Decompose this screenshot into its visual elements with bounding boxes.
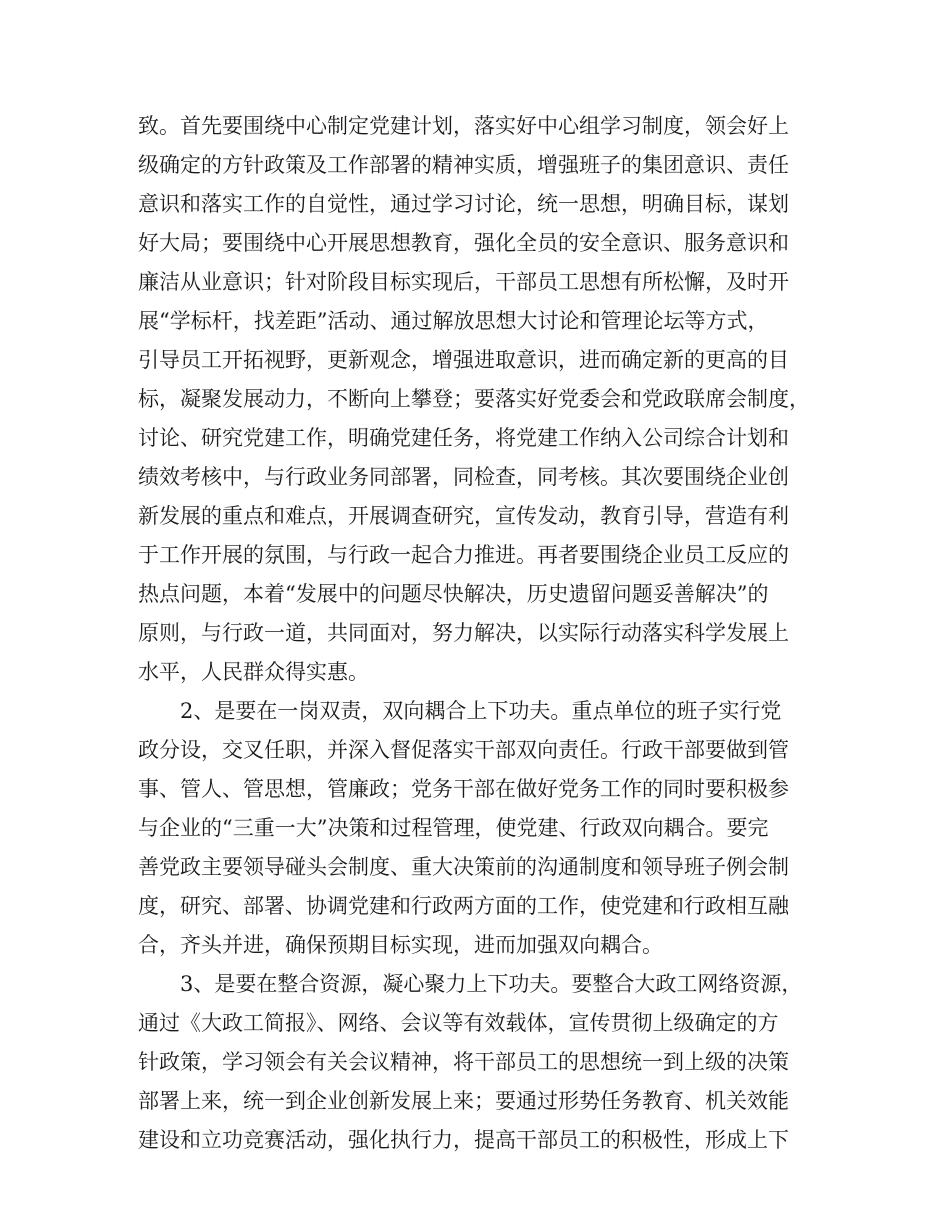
text-line: 3、是要在整合资源，凝心聚力上下功夫。要整合大政工网络资源， — [180, 972, 803, 996]
text-line: 于工作开展的氛围，与行政一起合力推进。再者要围绕企业员工反应的 — [138, 543, 789, 567]
text-line: 热点问题，本着“发展中的问题尽快解决，历史遗留问题妥善解决”的 — [138, 582, 769, 606]
text-line: 新发展的重点和难点，开展调查研究，宣传发动，教育引导，营造有利 — [138, 504, 789, 528]
text-line: 2、是要在一岗双责，双向耦合上下功夫。重点单位的班子实行党 — [180, 699, 782, 723]
text-line: 善党政主要领导碰头会制度、重大决策前的沟通制度和领导班子例会制 — [138, 855, 789, 879]
body-text — [138, 107, 828, 1160]
text-line: 事、管人、管思想，管廉政；党务干部在做好党务工作的同时要积极参 — [138, 777, 789, 801]
text-line: 度，研究、部署、协调党建和行政两方面的工作，使党建和行政相互融 — [138, 894, 789, 918]
text-line: 展“学标杆，找差距”活动、通过解放思想大讨论和管理论坛等方式， — [138, 309, 769, 333]
text-line: 廉洁从业意识；针对阶段目标实现后，干部员工思想有所松懈，及时开 — [138, 270, 789, 294]
text-line: 意识和落实工作的自觉性，通过学习讨论，统一思想，明确目标，谋划 — [138, 192, 789, 216]
text-line: 部署上来，统一到企业创新发展上来；要通过形势任务教育、机关效能 — [138, 1089, 789, 1113]
text-line: 原则，与行政一道，共同面对，努力解决，以实际行动落实科学发展上 — [138, 621, 789, 645]
text-line: 引导员工开拓视野，更新观念，增强进取意识，进而确定新的更高的目 — [138, 348, 789, 372]
text-line: 绩效考核中，与行政业务同部署，同检查，同考核。其次要围绕企业创 — [138, 465, 789, 489]
text-line: 致。首先要围绕中心制定党建计划，落实好中心组学习制度，领会好上 — [138, 114, 789, 138]
text-line: 建设和立功竞赛活动，强化执行力，提高干部员工的积极性，形成上下 — [138, 1128, 789, 1152]
text-line: 水平，人民群众得实惠。 — [138, 660, 369, 684]
text-line: 合，齐头并进，确保预期目标实现，进而加强双向耦合。 — [138, 933, 663, 957]
text-line: 标，凝聚发展动力，不断向上攀登；要落实好党委会和党政联席会制度， — [138, 387, 810, 411]
text-line: 针政策，学习领会有关会议精神，将干部员工的思想统一到上级的决策 — [138, 1050, 789, 1074]
text-line: 政分设，交叉任职，并深入督促落实干部双向责任。行政干部要做到管 — [138, 738, 789, 762]
text-line: 讨论、研究党建工作，明确党建任务，将党建工作纳入公司综合计划和 — [138, 426, 789, 450]
text-line: 级确定的方针政策及工作部署的精神实质，增强班子的集团意识、责任 — [138, 153, 789, 177]
text-line: 与企业的“三重一大”决策和过程管理，使党建、行政双向耦合。要完 — [138, 816, 769, 840]
text-line: 好大局；要围绕中心开展思想教育，强化全员的安全意识、服务意识和 — [138, 231, 789, 255]
text-line: 通过《大政工简报》、网络、会议等有效载体，宣传贯彻上级确定的方 — [138, 1011, 779, 1035]
